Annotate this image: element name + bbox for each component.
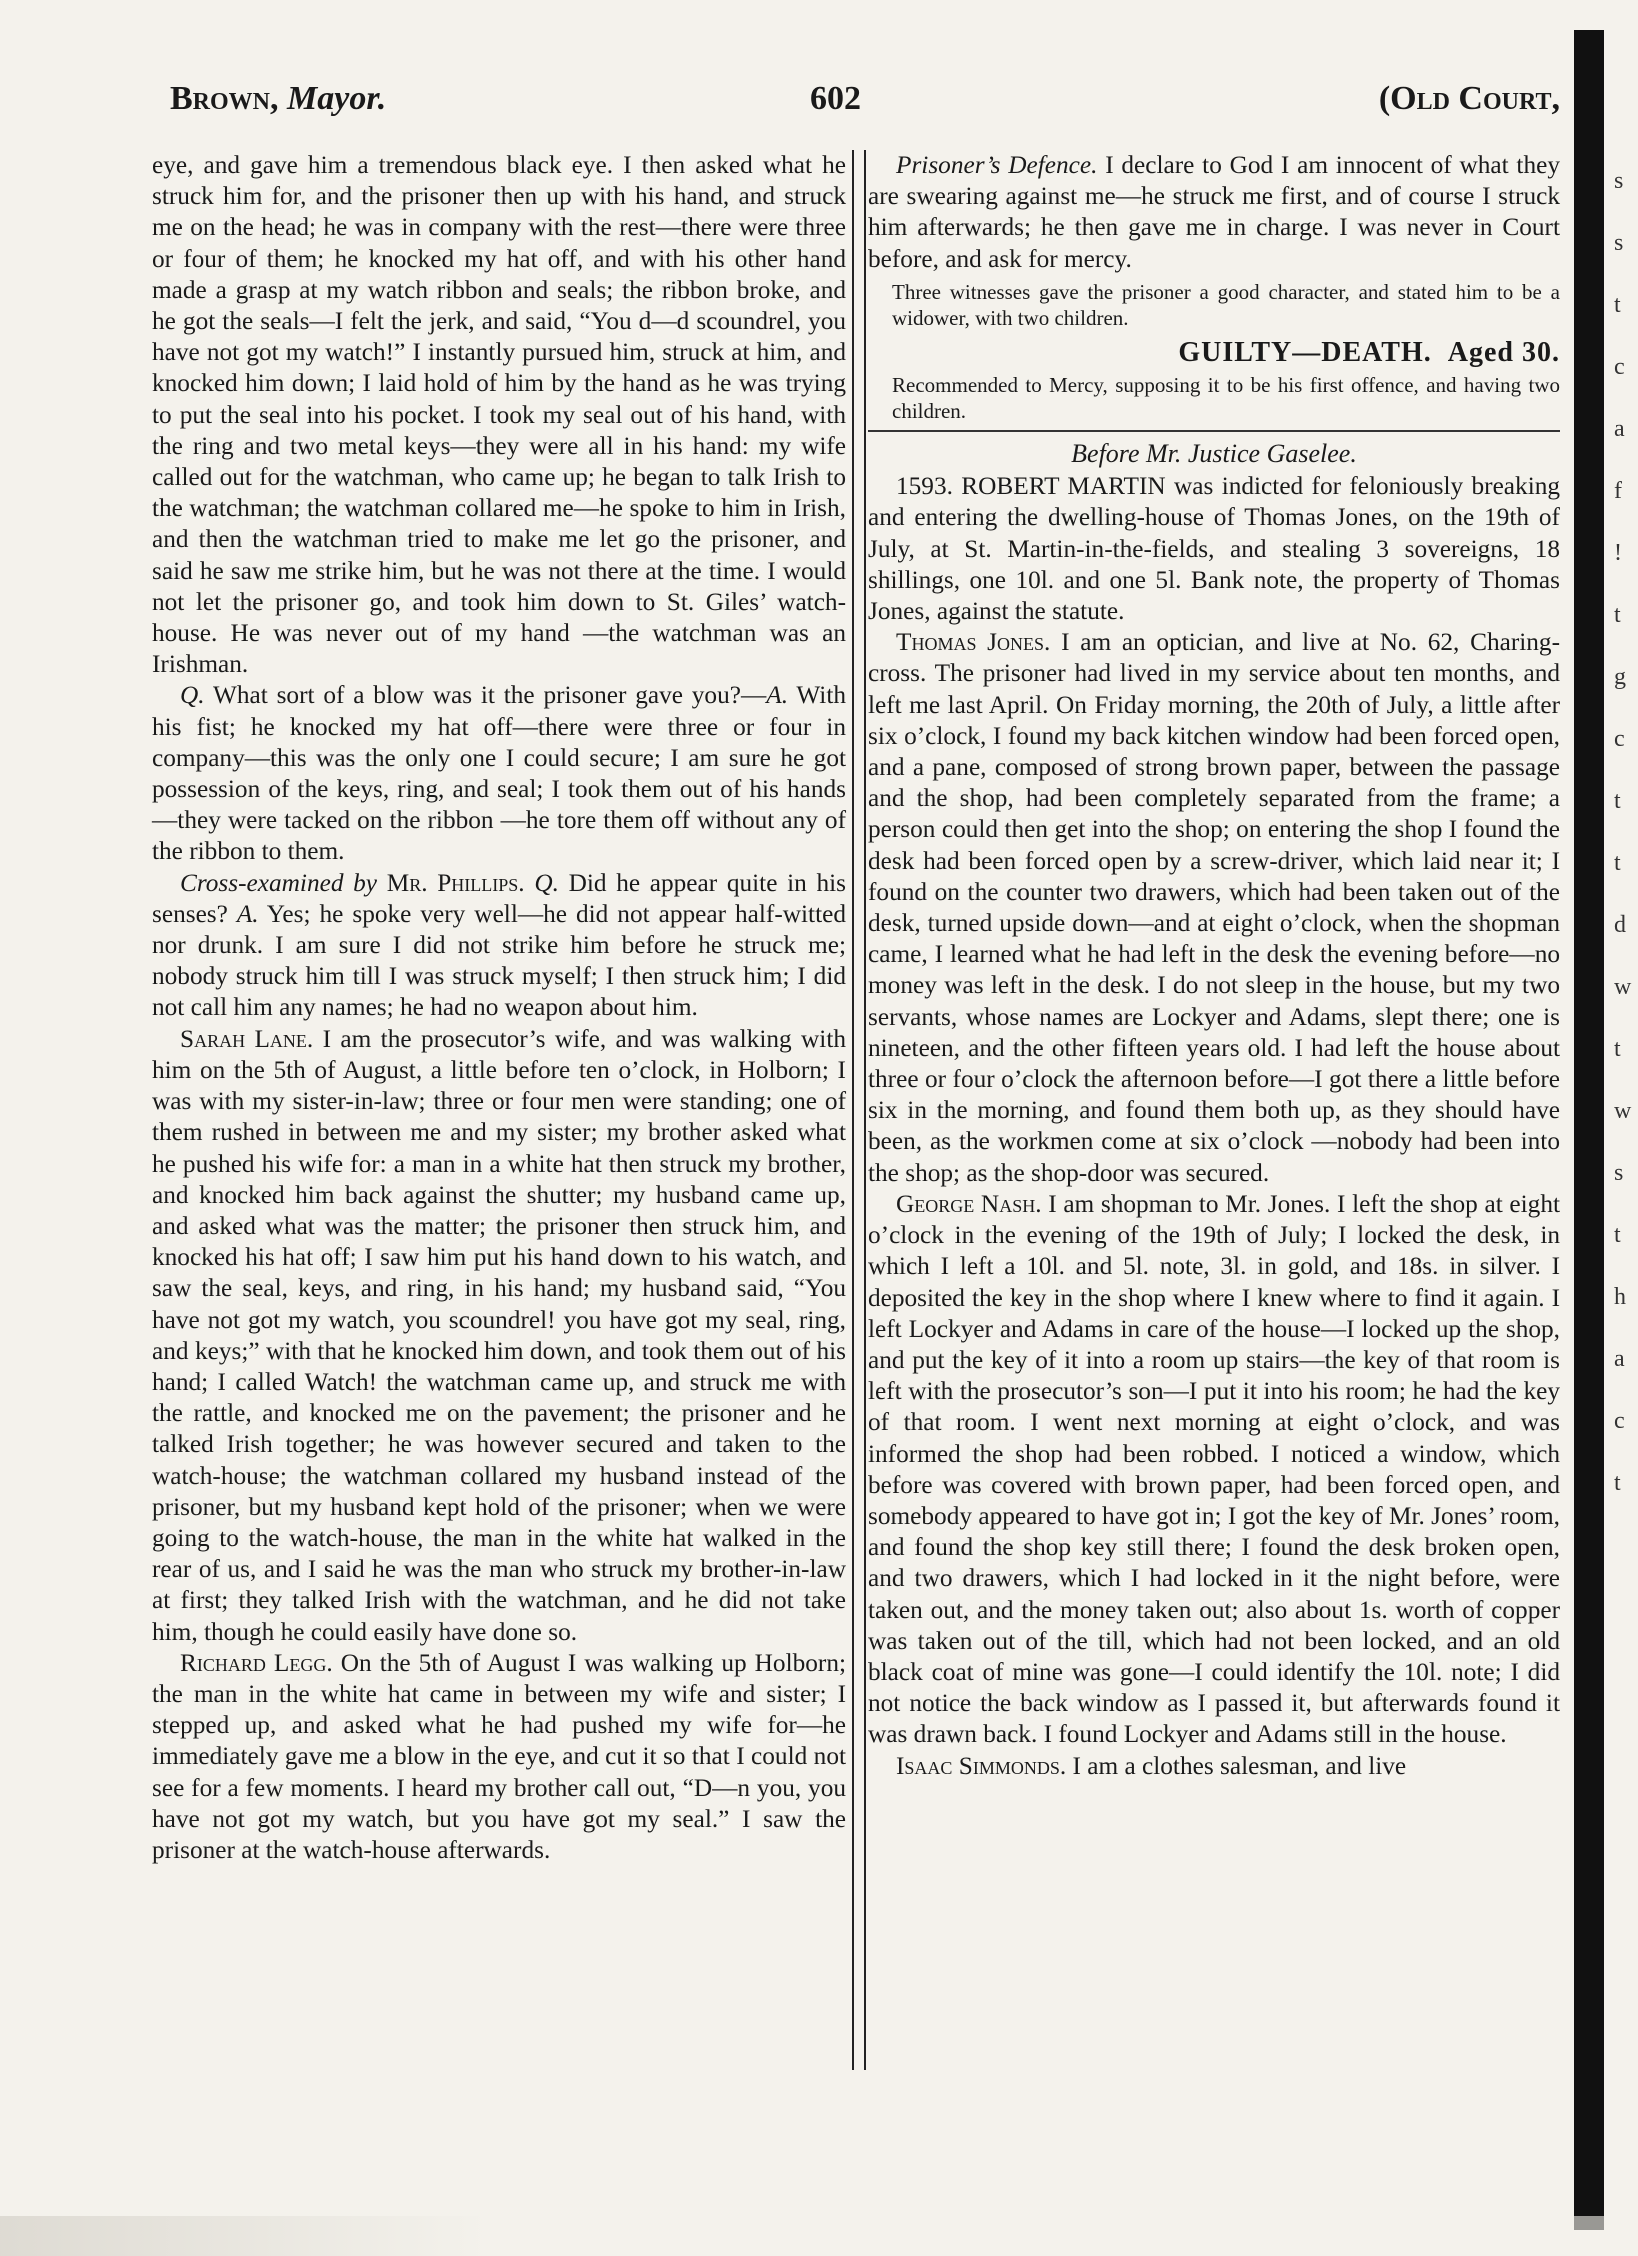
judge-heading: Before Mr. Justice Gaselee. [1071, 439, 1357, 469]
paragraph-continuation: eye, and gave him a tremendous black eye. I then asked what he struck him for, and the prisoner then up with his hand, and struck me on the head; he was in company with the rest—there were three or four of them; he knocked my hat off, and with his other hand made a grasp at my watch ribbon and seals; the ribbon broke, and he got the seals—I felt the jerk, and said, “You d—d scoundrel, you have not got my watch!” I instantly pursued him, struck at him, and knocked him down; I laid hold of him by the hand as he was trying to put the seal into his pocket. I took my seal out of his hand, with the ring and two metal keys—they were all in his hand: my wife called out for the watchman, who came up; he began to talk Irish to the watchman; the watchman collared me—he spoke to him in Irish, and then the watchman tried to make me let go the prisoner, and said he saw me strike him, but he was not there at the time. I would not let the prisoner go, and took him down to St. Giles’ watch-house. He was never out of my hand —the watchman was an Irishman. [152, 151, 846, 679]
edge-letter: t [1614, 788, 1621, 814]
paragraph-indictment [868, 471, 1560, 627]
case-number: 1593. [896, 472, 953, 501]
right-column [868, 150, 1560, 1782]
edge-letter: t [1614, 1222, 1621, 1248]
edge-letter: ! [1614, 540, 1622, 566]
defendant-name: ROBERT MARTIN [961, 472, 1166, 501]
page-number: 602 [810, 80, 861, 117]
a-text: With his fist; he knocked my hat off—there were three or four in company—this was the only one I could secure; I am sure he got possession of the keys, ring, and seal; I took them out of his hands—they were tacked on the ribbon —he tore them off without any of the ribbon to them. [152, 681, 846, 866]
facing-page-edge [1614, 150, 1636, 1514]
column-divider [852, 150, 866, 2070]
verdict: GUILTY—DEATH. [1178, 336, 1432, 368]
a-text: Yes; he spoke very well—he did not appear half-witted nor drunk. I am sure I did not strike him before he struck me; nobody struck him till I was struck myself; I then struck him; I did not call him any names; he had no weapon about him. [152, 899, 846, 1022]
edge-letter: s [1614, 168, 1624, 194]
header-left [170, 80, 386, 118]
witness-name: George Nash. [896, 1189, 1042, 1218]
edge-letter: s [1614, 230, 1624, 256]
witness-testimony: I am a clothes salesman, and live [1072, 1751, 1407, 1780]
recommendation-note: Recommended to Mercy, supposing it to be his first offence, and having two children. [892, 373, 1560, 424]
witness-name: Richard Legg. [180, 1648, 333, 1677]
header-mayor-role: Mayor. [287, 80, 387, 117]
paragraph-witness-george-nash [868, 1189, 1560, 1751]
edge-letter: g [1614, 664, 1626, 690]
indictment-text: was indicted for feloniously breaking and entering the dwelling-house of Thomas Jones, on the 19th of July, at St. Martin-in-the-fields, and stealing 3 sovereigns, 18 shillings, one 10l. and one 5l. Bank note, the property of Thomas Jones, against the statute. [868, 472, 1561, 626]
paragraph-question [152, 680, 846, 867]
paragraph-witness-richard-legg [152, 1648, 846, 1866]
edge-letter: c [1614, 354, 1625, 380]
binding-shadow [1574, 30, 1604, 2230]
edge-letter: s [1614, 1160, 1624, 1186]
q-label: Q. [534, 868, 559, 897]
witness-name: Thomas Jones. [896, 628, 1051, 657]
header-right: (Old Court, [1378, 80, 1560, 117]
edge-letter: c [1614, 1408, 1625, 1434]
left-column [152, 150, 846, 1866]
q-text: Did he appear quite in his senses? [152, 868, 847, 928]
edge-letter: a [1614, 416, 1625, 442]
edge-letter: t [1614, 850, 1621, 876]
edge-letter: d [1614, 912, 1626, 938]
edge-letter: t [1614, 1470, 1621, 1496]
a-label: A. [766, 681, 789, 710]
a-label: A. [236, 899, 259, 928]
q-label: Q. [180, 681, 205, 710]
edge-letter: h [1614, 1284, 1626, 1310]
edge-letter: a [1614, 1346, 1625, 1372]
witness-testimony: I am the prosecutor’s wife, and was walking with him on the 5th of August, a little before ten o’clock, in Holborn; I was with my sister-in-law; three or four men were standing; one of them rushed in between me and my sister; my brother asked what he pushed his wife for: a man in a white hat then struck my brother, and knocked him back against the shutter; my husband came up, and asked what was the matter; the prisoner then struck him, and knocked his hat off; I saw him put his hand down to his watch, and saw the seal, keys, and ring, in his hand; my husband said, “You have not got my watch, you scoundrel! you have got my seal, ring, and keys;” with that he knocked him down, and took them out of his hand; I called Watch! the watchman came up, and struck me with the rattle, and knocked me on the pavement; the prisoner and he talked Irish together; he was however secured and taken to the watch-house; the watchman collared my husband instead of the prisoner, but my husband kept hold of the prisoner; when we were going to the watch-house, the man in the white hat walked in the rear of us, and I said he was the man who struck my brother-in-law at first; they talked Irish with the watchman, and he did not take him, though he could easily have done so. [152, 1024, 846, 1646]
verdict-line [868, 337, 1560, 368]
paragraph-witness-isaac-simmonds [868, 1751, 1560, 1782]
edge-letter: c [1614, 726, 1625, 752]
edge-letter: t [1614, 292, 1621, 318]
witness-testimony: I am an optician, and live at No. 62, Charing-cross. The prisoner had lived in my service about ten months, and left me last April. On Friday morning, the 20th of July, a little after six o’clock, I found my back kitchen window had been forced open, and a pane, composed of strong brown paper, between the passage and the shop, had been completely separated from the frame; a person could then get into the shop; on entering the shop I found the desk had been forced open by a screw-driver, which laid near it; I found on the counter two drawers, which had been taken out of the desk, turned upside down—and at eight o’clock, when the shopman came, I learned what he had left in the desk the evening before—no money was left in the desk. I do not sleep in the house, but my two servants, whose names are Lockyer and Adams, slept there; one is nineteen, and the other fifteen years old. I had left the house about three or four o’clock the afternoon before—I got there a little before six in the morning, and found them both up, as they should have been, as the workmen come at six o’clock —nobody had been into the shop; as the shop-door was secured. [868, 628, 1561, 1187]
prisoner-age: Aged 30. [1447, 336, 1560, 368]
witnesses-note: Three witnesses gave the prisoner a good character, and stated him to be a widower, with two children. [892, 279, 1560, 330]
paragraph-witness-sarah-lane [152, 1024, 846, 1648]
paragraph-witness-thomas-jones [868, 627, 1560, 1189]
edge-letter: t [1614, 602, 1621, 628]
witness-name: Isaac Simmonds. [896, 1751, 1067, 1780]
edge-letter: w [1614, 1098, 1632, 1124]
paragraph-defence [868, 150, 1560, 275]
edge-letter: w [1614, 974, 1632, 1000]
witness-name: Sarah Lane. [180, 1024, 314, 1053]
edge-letter: f [1614, 478, 1622, 504]
cross-exam-label: Cross-examined by [180, 868, 378, 897]
witness-testimony: I am shopman to Mr. Jones. I left the shop at eight o’clock in the evening of the 19th of July; I locked the desk, in which I left a 10l. and 5l. note, 3l. in gold, and 18s. in silver. I deposited the key in the shop where I knew where to find it again. I left Lockyer and Adams in care of the house—I locked up the shop, and put the key of it into a room up stairs—the key of that room is left with the prosecutor’s son—I put it into his room; he had the key of that room. I went next morning at eight o’clock, and was informed the shop had been robbed. I noticed a window, which before was covered with brown paper, had been forced open, and somebody appeared to have got in; I got the key of Mr. Jones’ room, and found the shop key still there; I found the desk broken open, and two drawers, which I had locked in it the night before, were taken out, and the money taken out; also about 1s. worth of copper was taken out of the till, which had not been locked, and an old black coat of mine was gone—I could identify the 10l. note; I did not notice the back window as I passed it, but afterwards found it was drawn back. I found Lockyer and Adams still in the house. [868, 1189, 1560, 1749]
defence-text: I declare to God I am innocent of what they are swearing against me—he struck me first, and of course I struck him afterwards; he then gave me in charge. I was never in Court before, and ask for mercy. [868, 151, 1560, 273]
header-mayor-name: Brown, [170, 80, 279, 117]
witness-testimony: On the 5th of August I was walking up Holborn; the man in the white hat came in between my wife and sister; I stepped up, and asked what he had pushed my wife for—he immediately gave me a blow in the eye, and cut it so that I could not see for a few moments. I heard my brother call out, “D—n you, you have not got my watch, but you have got my seal.” I saw the prisoner at the watch-house afterwards. [152, 1648, 847, 1864]
defence-label: Prisoner’s Defence. [896, 151, 1098, 179]
q-text: What sort of a blow was it the prisoner gave you?— [212, 681, 767, 710]
paragraph-cross-examination [152, 868, 846, 1024]
edge-letter: t [1614, 1036, 1621, 1062]
section-rule [868, 430, 1560, 432]
page-bottom-shading [0, 2216, 1638, 2256]
page-header [170, 80, 1560, 130]
cross-exam-name: Mr. Phillips. [386, 868, 525, 897]
